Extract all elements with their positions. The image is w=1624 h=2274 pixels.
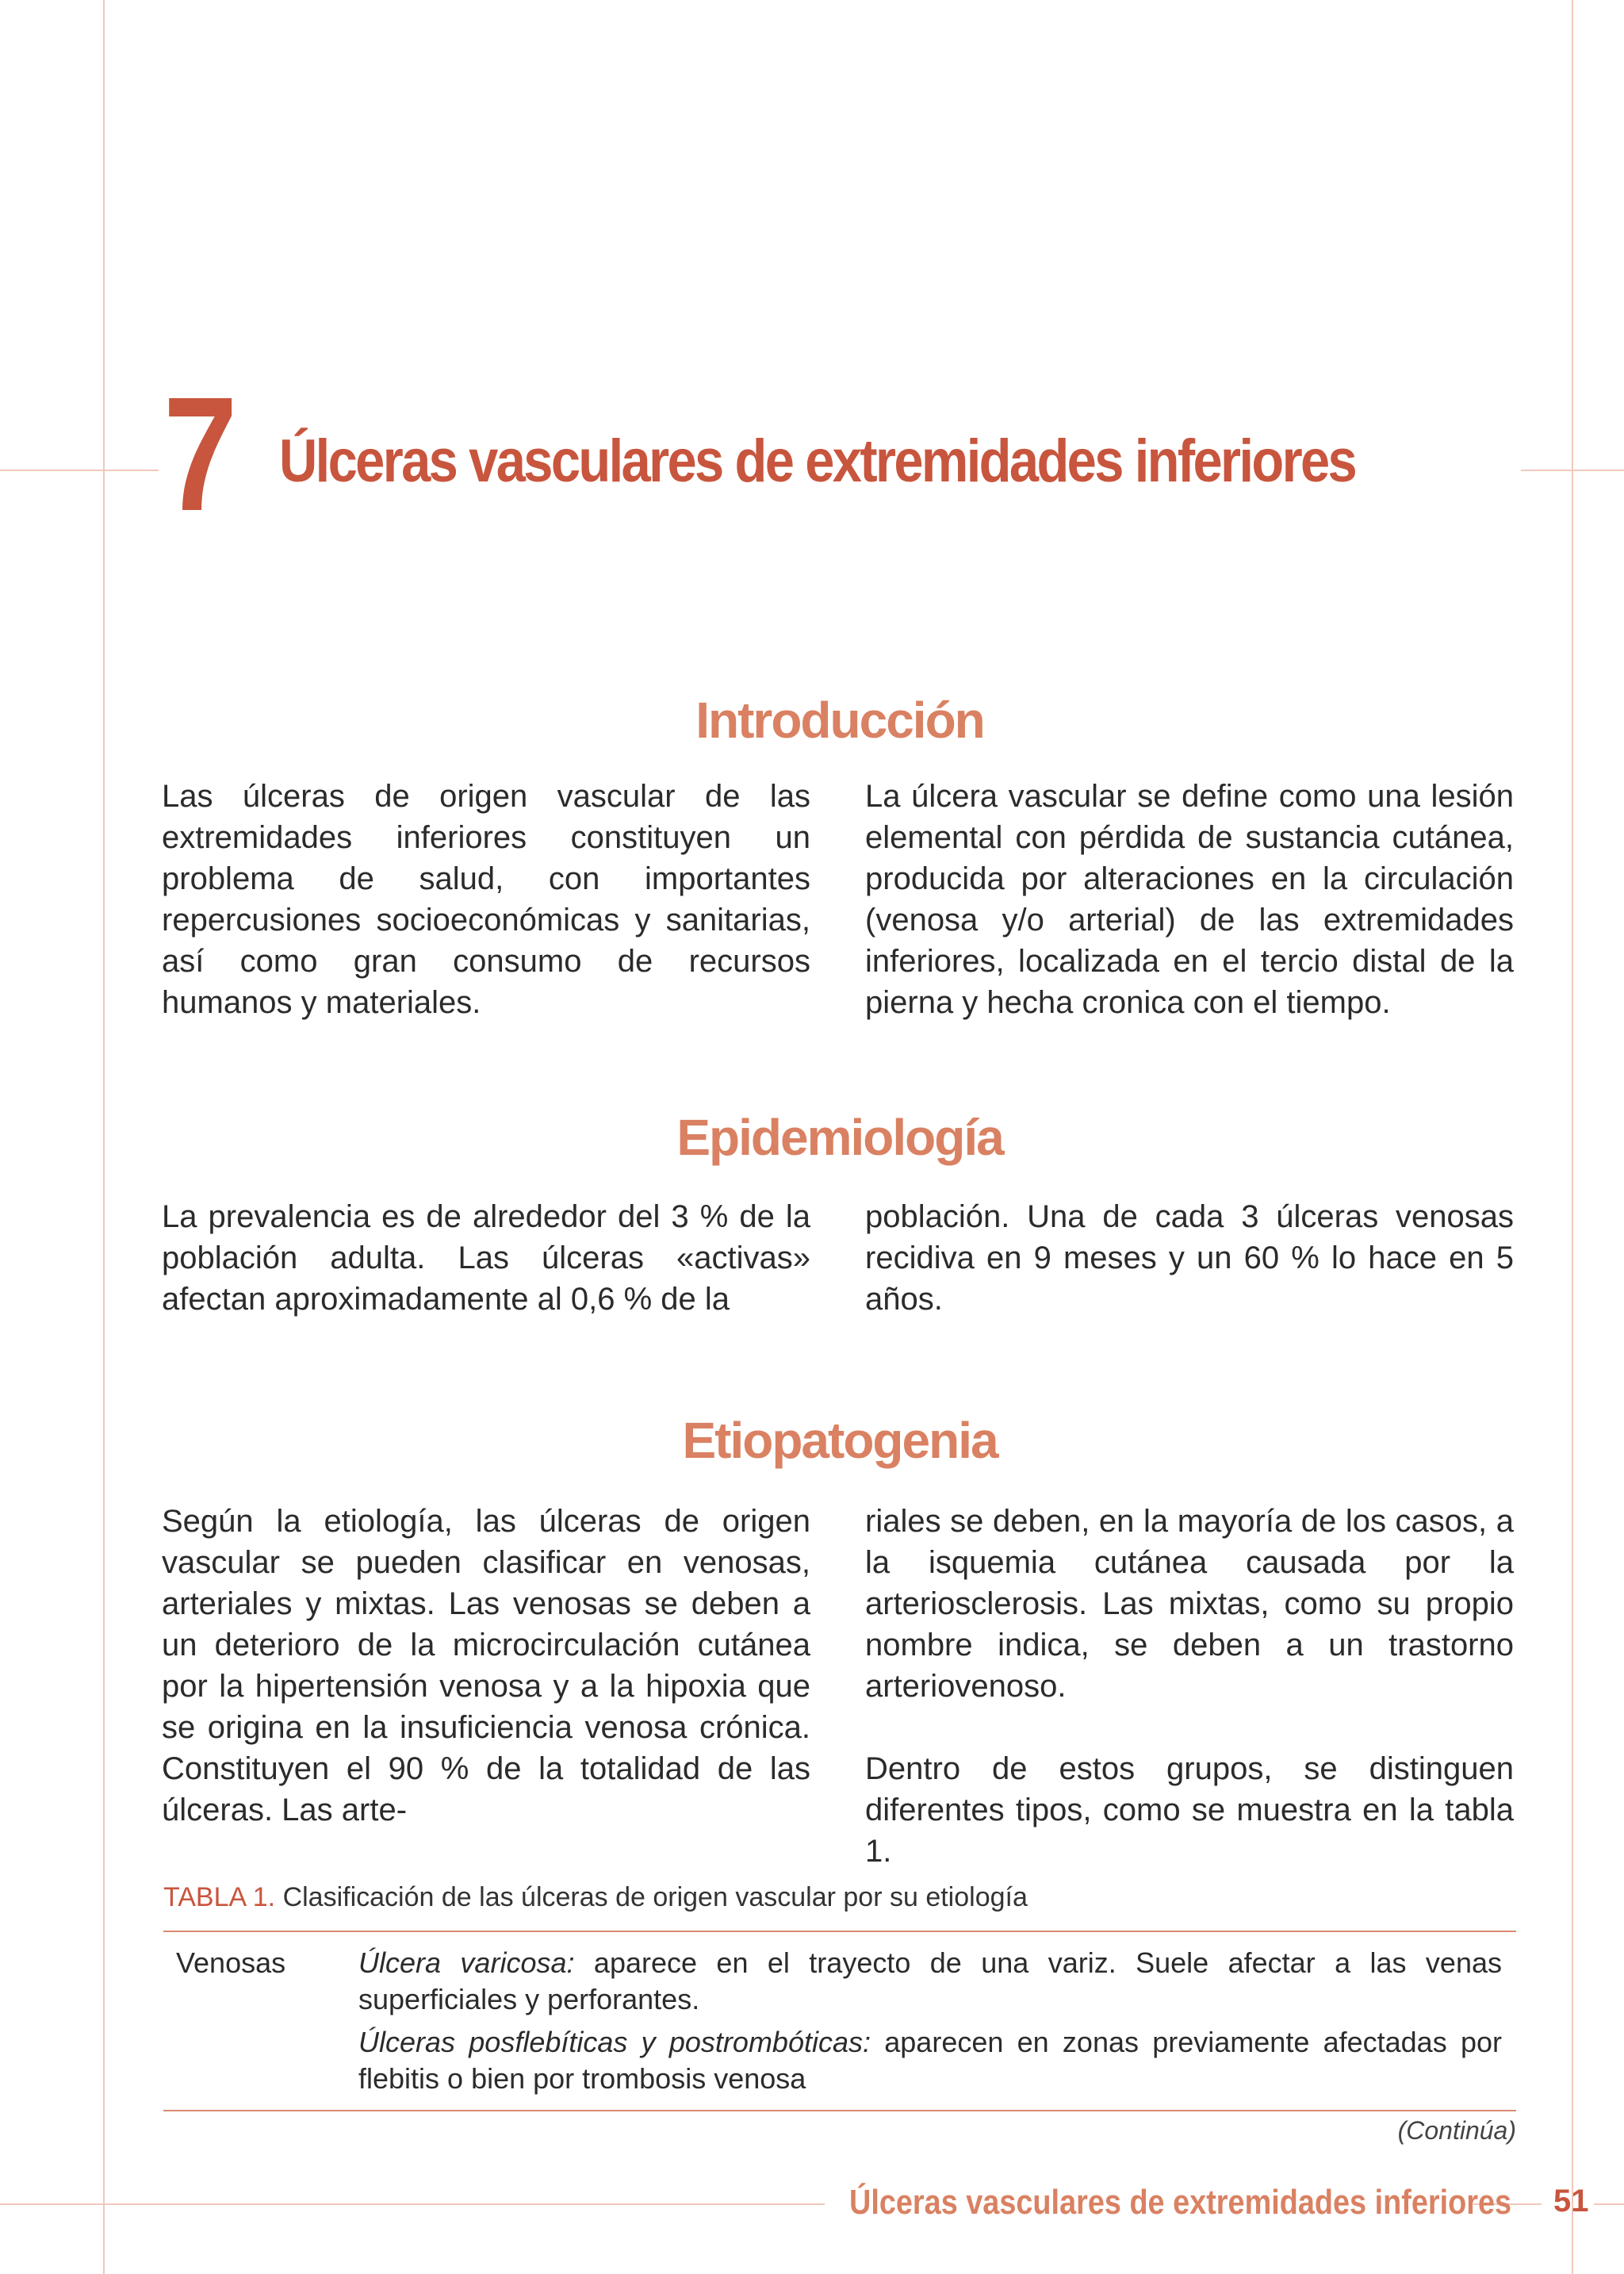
table-continued-note: (Continúa) [1397, 2116, 1516, 2145]
introduccion-left-column [162, 776, 810, 1023]
title-guide-left [0, 470, 159, 471]
footer-guide-left [0, 2203, 825, 2205]
footer-running-title: Úlceras vasculares de extremidades inferiores [849, 2183, 1512, 2222]
introduccion-right-paragraph: La úlcera vascular se define como una lesión elemental con pérdida de sustancia cutánea, producida por alteraciones en la circulación (venosa y/o arterial) de las extremidades inferiores, localizada en el tercio distal de la pierna y hecha cronica con el tiempo. [865, 779, 1514, 1020]
table-caption [163, 1880, 1028, 1915]
introduccion-left-paragraph: Las úlceras de origen vascular de las extremidades inferiores constituyen un problema de salud, con importantes repercusiones socioeconómicas y sanitarias, así como gran consumo de recursos humanos y materiales. [162, 779, 810, 1020]
title-guide-right [1521, 470, 1624, 471]
etiopatogenia-left-column [162, 1501, 810, 1831]
epidemiologia-left-column [162, 1196, 810, 1320]
etiopatogenia-right-paragraph-1: riales se deben, en la mayoría de los casos, a la isquemia cutánea causada por la arteriosclerosis. Las mixtas, como su propio nombre indica, se deben a un trastorno arteriovenoso. [865, 1504, 1514, 1704]
section-heading-etiopatogenia: Etiopatogenia [682, 1412, 998, 1469]
margin-guide-right [1572, 0, 1573, 2274]
table-bottom-rule [163, 2110, 1516, 2111]
etiopatogenia-right-column [865, 1501, 1514, 1872]
etiopatogenia-right-paragraph-2: Dentro de estos grupos, se distinguen diferentes tipos, como se muestra en la tabla 1. [865, 1751, 1514, 1869]
table-entry-text: aparecen en zonas previamente afectadas por flebitis o bien por trombosis venosa [358, 2026, 1502, 2095]
table-entry-term: Úlcera varicosa: [358, 1946, 575, 1979]
introduccion-right-column [865, 776, 1514, 1023]
page-number: 51 [1553, 2184, 1589, 2218]
table-entry [358, 1945, 1502, 2018]
table-top-rule [163, 1931, 1516, 1932]
chapter-number: 7 [163, 363, 234, 545]
table-row-description [358, 1945, 1502, 2103]
epidemiologia-right-column [865, 1196, 1514, 1320]
footer-guide-right [1594, 2203, 1624, 2205]
epidemiologia-right-paragraph: población. Una de cada 3 úlceras venosas recidiva en 9 meses y un 60 % lo hace en 5 años. [865, 1199, 1514, 1317]
table-label: TABLA 1. [163, 1882, 276, 1912]
table-entry-text: aparece en el trayecto de una variz. Suele afectar a las venas superficiales y perforantes. [358, 1946, 1502, 2015]
margin-guide-left [103, 0, 105, 2274]
epidemiologia-left-paragraph: La prevalencia es de alrededor del 3 % de la población adulta. Las úlceras «activas» afectan aproximadamente al 0,6 % de la [162, 1199, 810, 1317]
section-heading-introduccion: Introducción [695, 692, 984, 749]
table-entry-term: Úlceras posflebíticas y postrombóticas: [358, 2026, 871, 2058]
chapter-title: Úlceras vasculares de extremidades inferiores [279, 428, 1356, 495]
section-heading-epidemiologia: Epidemiología [676, 1109, 1003, 1166]
table-entry [358, 2024, 1502, 2097]
etiopatogenia-left-paragraph: Según la etiología, las úlceras de origen vascular se pueden clasificar en venosas, arteriales y mixtas. Las venosas se deben a un deterioro de la microcirculación cutánea por la hipertensión venosa y a la hipoxia que se origina en la insuficiencia venosa crónica. Constituyen el 90 % de la totalidad de las úlceras. Las arte- [162, 1504, 810, 1827]
table-caption-text: Clasificación de las úlceras de origen vascular por su etiología [282, 1882, 1028, 1912]
table-row-category: Venosas [176, 1946, 286, 1979]
